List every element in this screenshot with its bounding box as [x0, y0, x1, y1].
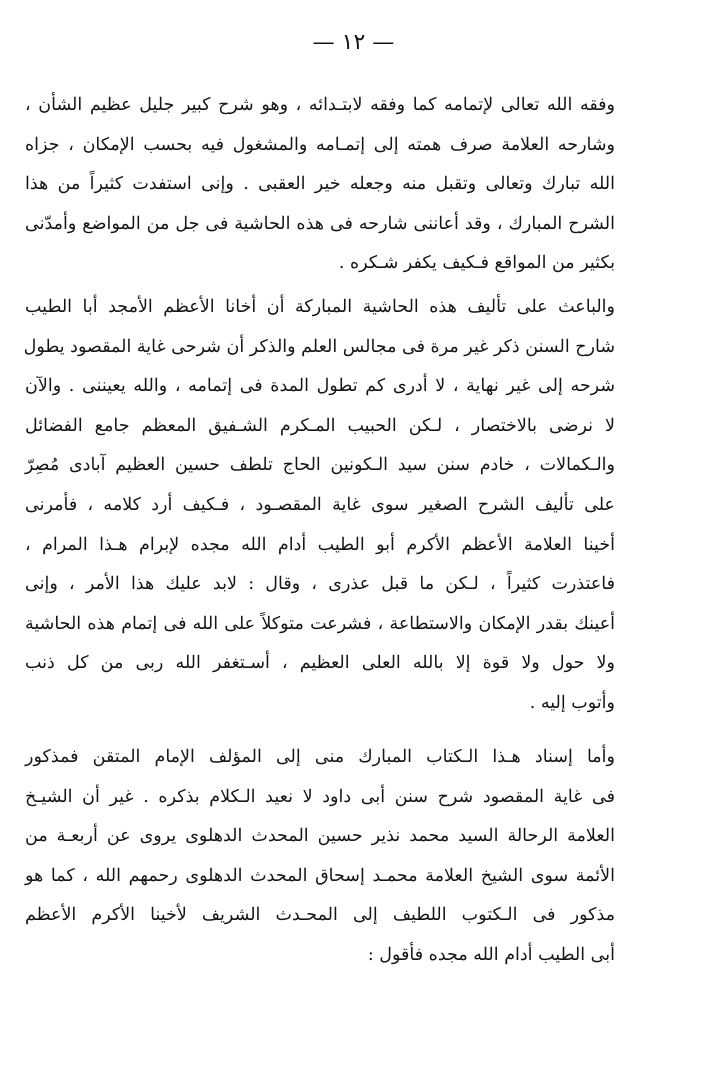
text-line: شارح السنن ذكر غير مرة فى مجالس العلم والذكر أن شرحى غاية المقصود يطول: [23, 336, 615, 357]
page-number: — ١٢ —: [312, 30, 395, 55]
text-line: والـكمالات ، خادم سنن سيد الـكونين الحاج تلطف حسين العظيم آبادى مُصِرّ: [25, 455, 615, 476]
text-line: مذكور فى الـكتوب اللطيف إلى المحـدث الشريف لأخينا الأكرم الأعظم: [25, 905, 615, 926]
text-line: أخينا العلامة الأعظم الأكرم أبو الطيب أدام الله مجده لإبرام هـذا المرام ،: [25, 534, 615, 555]
paragraph-3: [25, 738, 615, 976]
paragraph-1: [25, 86, 615, 284]
text-line: أبى الطيب أدام الله مجده فأقول :: [367, 944, 615, 965]
text-line: وأتوب إليه .: [529, 692, 615, 713]
text-line: أعينك بقدر الإمكان والاستطاعة ، فشرعت متوكلاً على الله فى إتمام هذه الحاشية: [25, 613, 615, 634]
text-line: الشرح المبارك ، وقد أعاننى شارحه فى هذه الحاشية فى جل من المواضع وأمدّنى: [25, 213, 615, 234]
text-line: بكثير من المواقع فـكيف يكفر شـكره .: [338, 253, 615, 274]
text-line: الأئمة سوى الشيخ العلامة محمـد إسحاق المحدث الدهلوى رحمهم الله ، كما هو: [25, 865, 615, 886]
text-line: شرحه إلى غير نهاية ، لا أدرى كم تطول المدة فى إتمامه ، والله يعيننى . والآن: [25, 376, 615, 397]
text-line: وفقه الله تعالى لإتمامه كما وفقه لابتـدائه ، وهو شرح كبير جليل عظيم الشأن ،: [25, 95, 615, 115]
paragraph-2: [25, 288, 615, 724]
text-line: الله تبارك وتعالى وتقبل منه وجعله خير العقبى . وإنى استفدت كثيراً من هذا: [25, 174, 615, 195]
text-line: ولا حول ولا قوة إلا بالله العلى العظيم ، أسـتغفر الله ربى من كل ذنب: [25, 653, 615, 674]
text-line: لا نرضى بالاختصار ، لـكن الحبيب المـكرم الشـفيق المعظم جامع الفضائل: [25, 415, 615, 436]
text-line: فاعتذرت كثيراً ، لـكن ما قبل عذرى ، وقال : لابد عليك هذا الأمر ، وإنى: [25, 574, 615, 595]
text-line: وشارحه العلامة صرف همته إلى إتمـامه والمشغول فيه بحسب الإمكان ، جزاه: [25, 134, 615, 155]
text-line: على تأليف الشرح الصغير سوى غاية المقصـود ، فـكيف أرد كلامه ، فأمرنى: [25, 494, 615, 515]
text-line: وأما إسناد هـذا الـكتاب المبارك منى إلى المؤلف الإمام المتقن فمذكور: [25, 747, 615, 767]
text-line: العلامة الرحالة السيد محمد نذير حسين المحدث الدهلوى يروى عن أربعـة من: [25, 826, 615, 847]
text-line: والباعث على تأليف هذه الحاشية المباركة أن أخانا الأعظم الأمجد أبا الطيب: [25, 297, 615, 317]
text-line: فى غاية المقصود شرح سنن أبى داود لا نعيد الـكلام بذكره . غير أن الشيـخ: [25, 786, 615, 807]
